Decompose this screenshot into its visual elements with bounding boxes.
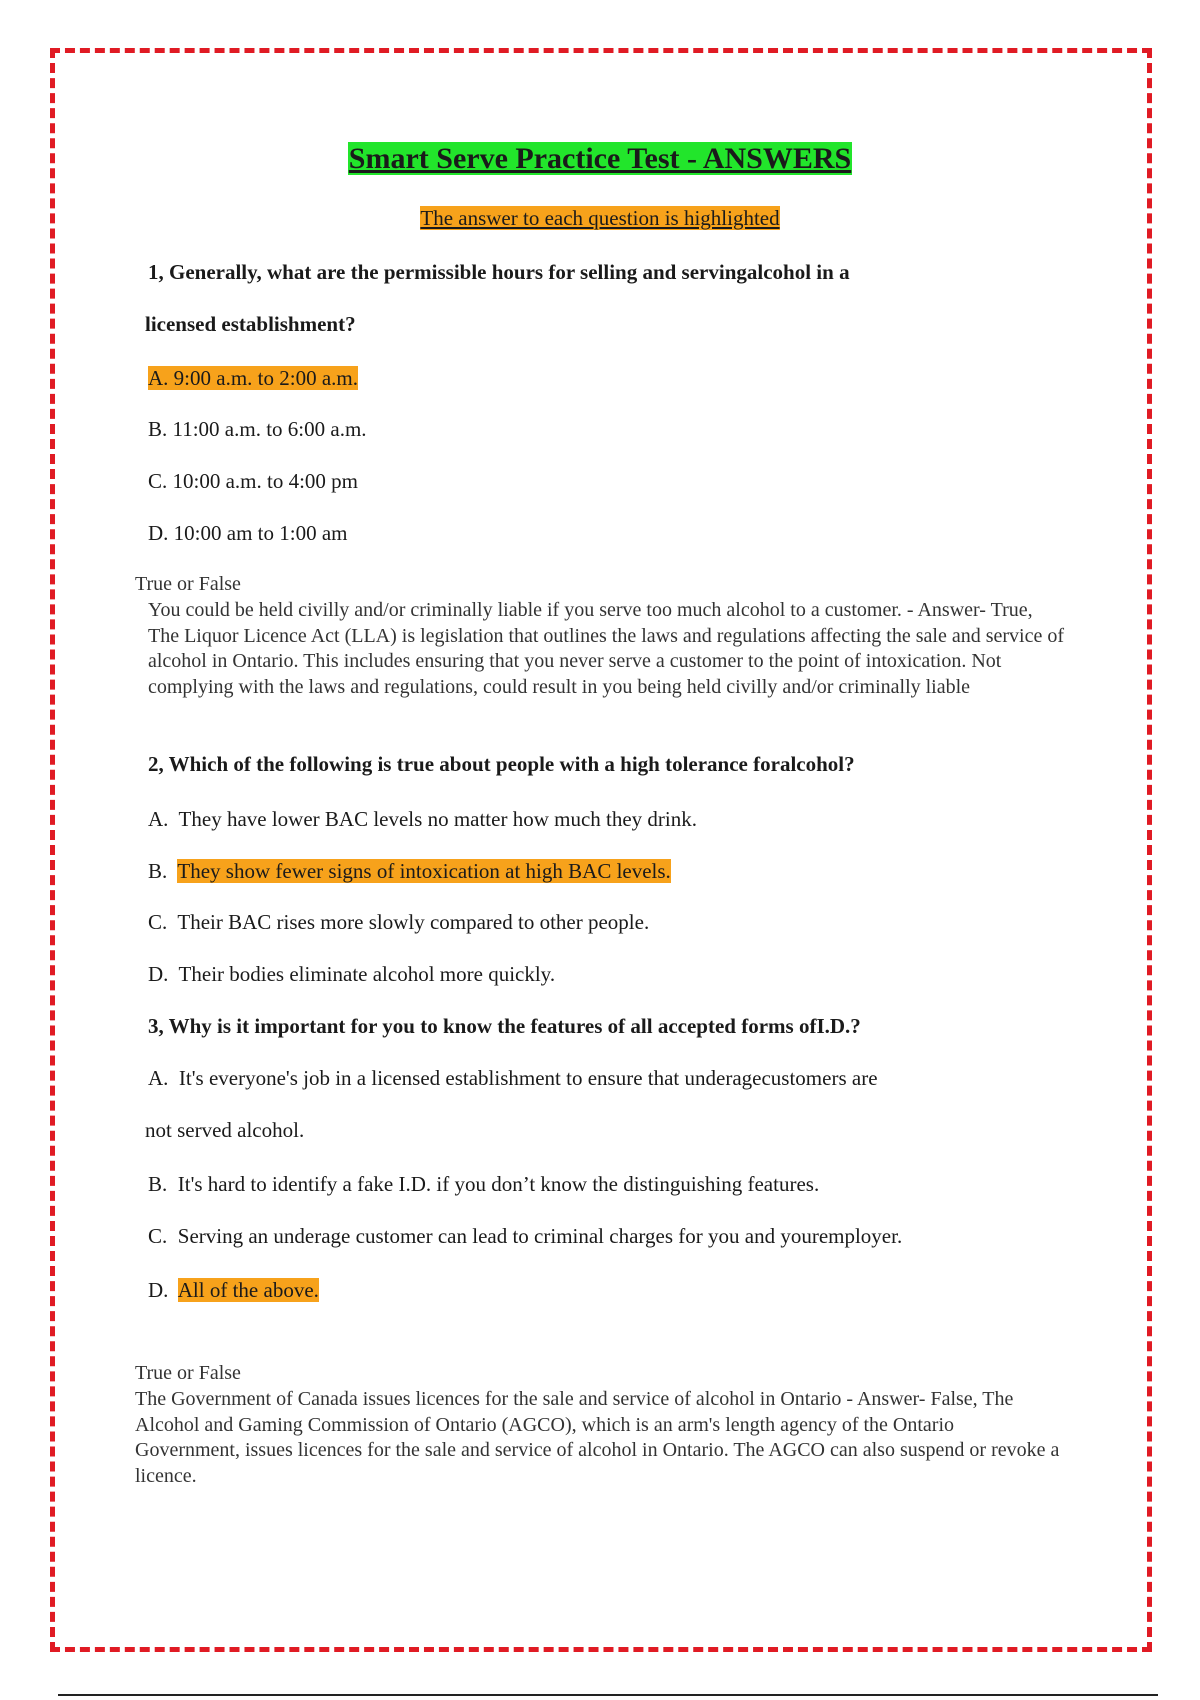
option-letter: C. <box>148 1224 168 1248</box>
question-2-option-c <box>148 910 649 935</box>
option-text: It's everyone's job in a licensed establishment to ensure that underagecustomers are <box>178 1066 878 1090</box>
question-1-option-c: C. 10:00 a.m. to 4:00 pm <box>148 469 358 493</box>
question-1-option-b: B. 11:00 a.m. to 6:00 a.m. <box>148 417 367 441</box>
option-letter: D. <box>148 962 169 986</box>
page-title <box>0 142 1200 176</box>
question-3: 3, Why is it important for you to know the features of all accepted forms ofI.D.? <box>148 1014 861 1038</box>
question-2-option-d <box>148 962 555 987</box>
option-text: Their bodies eliminate alcohol more quickly. <box>178 962 556 986</box>
option-text: It's hard to identify a fake I.D. if you don’t know the distinguishing features. <box>177 1172 820 1196</box>
page-title-text: Smart Serve Practice Test - ANSWERS <box>348 142 852 175</box>
option-letter: A. <box>148 807 169 831</box>
question-3-option-b <box>148 1172 819 1197</box>
option-text: Serving an underage customer can lead to criminal charges for you and youremployer. <box>177 1224 903 1248</box>
question-1-option-d: D. 10:00 am to 1:00 am <box>148 521 348 545</box>
question-3-option-d <box>148 1278 319 1303</box>
question-3-option-a-continued: not served alcohol. <box>145 1118 305 1142</box>
option-letter: A. <box>148 1066 169 1090</box>
question-1-option-a <box>148 366 358 391</box>
true-false-1-label: True or False <box>135 573 241 595</box>
option-letter: B. <box>148 859 168 883</box>
option-letter: B. <box>148 1172 168 1196</box>
bottom-divider <box>58 1694 1158 1696</box>
option-text: They have lower BAC levels no matter how much they drink. <box>178 807 698 831</box>
option-letter: D. <box>148 1278 169 1302</box>
true-false-1-text: You could be held civilly and/or criminally liable if you serve too much alcohol to a customer. - Answer- True, The Liquor Licence Act (LLA) is legislation that outlines the laws and regulations affecting the sale and service of alcohol in Ontario. This includes ensuring that you never serve a customer to the point of intoxication. Not complying with the laws and regulations, could result in you being held civilly and/or criminally liable <box>148 599 1064 698</box>
true-false-2-text: The Government of Canada issues licences for the sale and service of alcohol in Ontario - Answer- False, The Alcohol and Gaming Commission of Ontario (AGCO), which is an arm's length agency of the Ontario Government, issues licences for the sale and service of alcohol in Ontario. The AGCO can also suspend or revoke a licence. <box>135 1388 1060 1487</box>
correct-answer-highlight: They show fewer signs of intoxication at high BAC levels. <box>177 859 671 883</box>
correct-answer-highlight: All of the above. <box>177 1278 319 1302</box>
option-text: Their BAC rises more slowly compared to other people. <box>177 910 650 934</box>
question-3-option-a <box>148 1066 878 1091</box>
option-letter: C. <box>148 910 168 934</box>
question-2-option-a <box>148 807 697 832</box>
question-3-option-c <box>148 1224 902 1249</box>
page-subtitle-text: The answer to each question is highlighted <box>420 206 780 230</box>
correct-answer-highlight: A. 9:00 a.m. to 2:00 a.m. <box>148 366 358 390</box>
question-1-line-2: licensed establishment? <box>145 312 356 336</box>
question-2-option-b <box>148 859 671 884</box>
true-false-2-label: True or False <box>135 1362 241 1384</box>
page-subtitle <box>0 206 1200 231</box>
question-1-line-1: 1, Generally, what are the permissible hours for selling and servingalcohol in a <box>148 260 850 284</box>
question-2: 2, Which of the following is true about people with a high tolerance foralcohol? <box>148 752 855 776</box>
